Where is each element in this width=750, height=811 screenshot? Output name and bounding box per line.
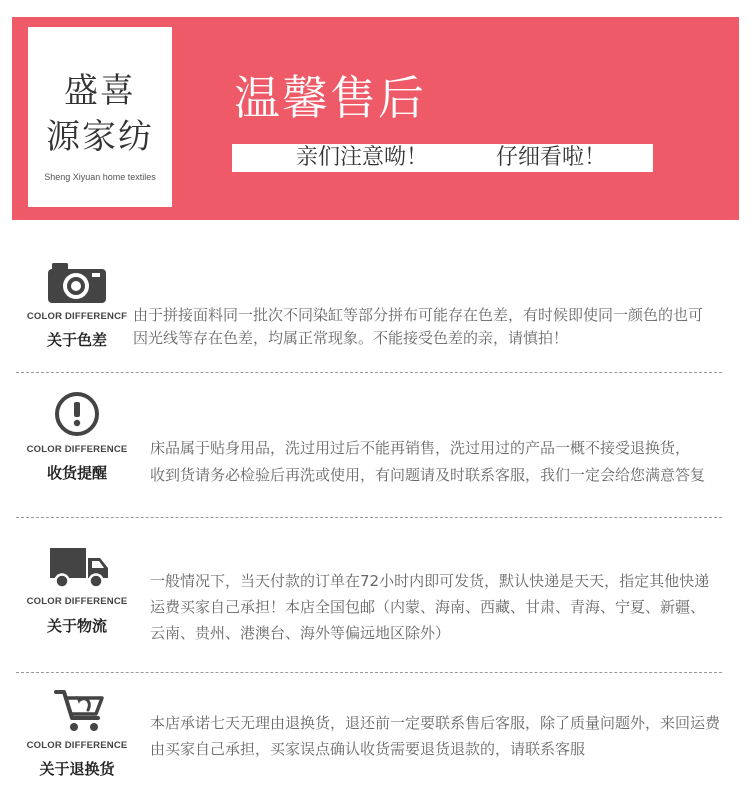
notice-text-left: 亲们注意呦！ — [296, 145, 429, 170]
brand-logo — [28, 27, 172, 207]
banner-scalloped-edge — [12, 213, 739, 227]
section-title: 关于退换货 — [39, 760, 115, 778]
banner-notice-strip — [232, 144, 653, 172]
section-text-line: 运费买家自己承担！本店全国包邮（内蒙、海南、西藏、甘肃、青海、宁夏、新疆、 — [150, 598, 706, 616]
alert-icon — [46, 390, 108, 440]
section-text-line: 云南、贵州、港澳台、海外等偏远地区除外） — [150, 624, 451, 642]
section-label-en: COLOR DIFFERENCE — [26, 596, 128, 607]
camera-icon — [46, 259, 108, 309]
brand-english-name: Sheng Xiyuan home textiles — [44, 172, 156, 182]
section-divider — [16, 517, 722, 518]
section-text-line: 床品属于贴身用品，洗过用过后不能再销售，洗过用过的产品一概不接受退换货， — [150, 439, 691, 457]
section-text-line: 由买家自己承担，买家误点确认收货需要退货退款的，请联系客服 — [150, 740, 586, 758]
section-label-en: COLOR DIFFERENCE — [26, 740, 128, 751]
section-divider — [16, 672, 722, 673]
section-text-line: 本店承诺七天无理由退换货，退还前一定要联系售后客服，除了质量问题外，来回运费 — [150, 714, 721, 732]
section-title: 关于物流 — [46, 617, 107, 635]
cart-return-icon — [52, 686, 114, 736]
section-text-line: 收到货请务必检验后再洗或使用，有问题请及时联系客服，我们一定会给您满意答复 — [150, 466, 706, 484]
section-text-line: 因光线等存在色差，均属正常现象。不能接受色差的亲，请慎拍！ — [133, 329, 569, 347]
section-label-en: COLOR DIFFERENCF — [26, 311, 128, 322]
section-label-en: COLOR DIFFERENCE — [26, 444, 128, 455]
section-text-line: 由于拼接面料同一批次不同染缸等部分拼布可能存在色差，有时候即使同一颜色的也可 — [133, 306, 704, 324]
banner-title: 温馨售后 — [234, 71, 426, 125]
brand-name-line1: 盛喜 — [64, 71, 136, 111]
section-divider — [16, 372, 722, 373]
section-text-line: 一般情况下，当天付款的订单在72小时内即可发货，默认快递是天天，指定其他快递 — [150, 572, 710, 590]
section-title: 关于色差 — [46, 331, 107, 349]
section-title: 收货提醒 — [46, 464, 107, 482]
notice-text-right: 仔细看啦！ — [496, 145, 607, 170]
brand-name-line2: 源家纺 — [46, 117, 154, 157]
truck-icon — [48, 544, 110, 594]
